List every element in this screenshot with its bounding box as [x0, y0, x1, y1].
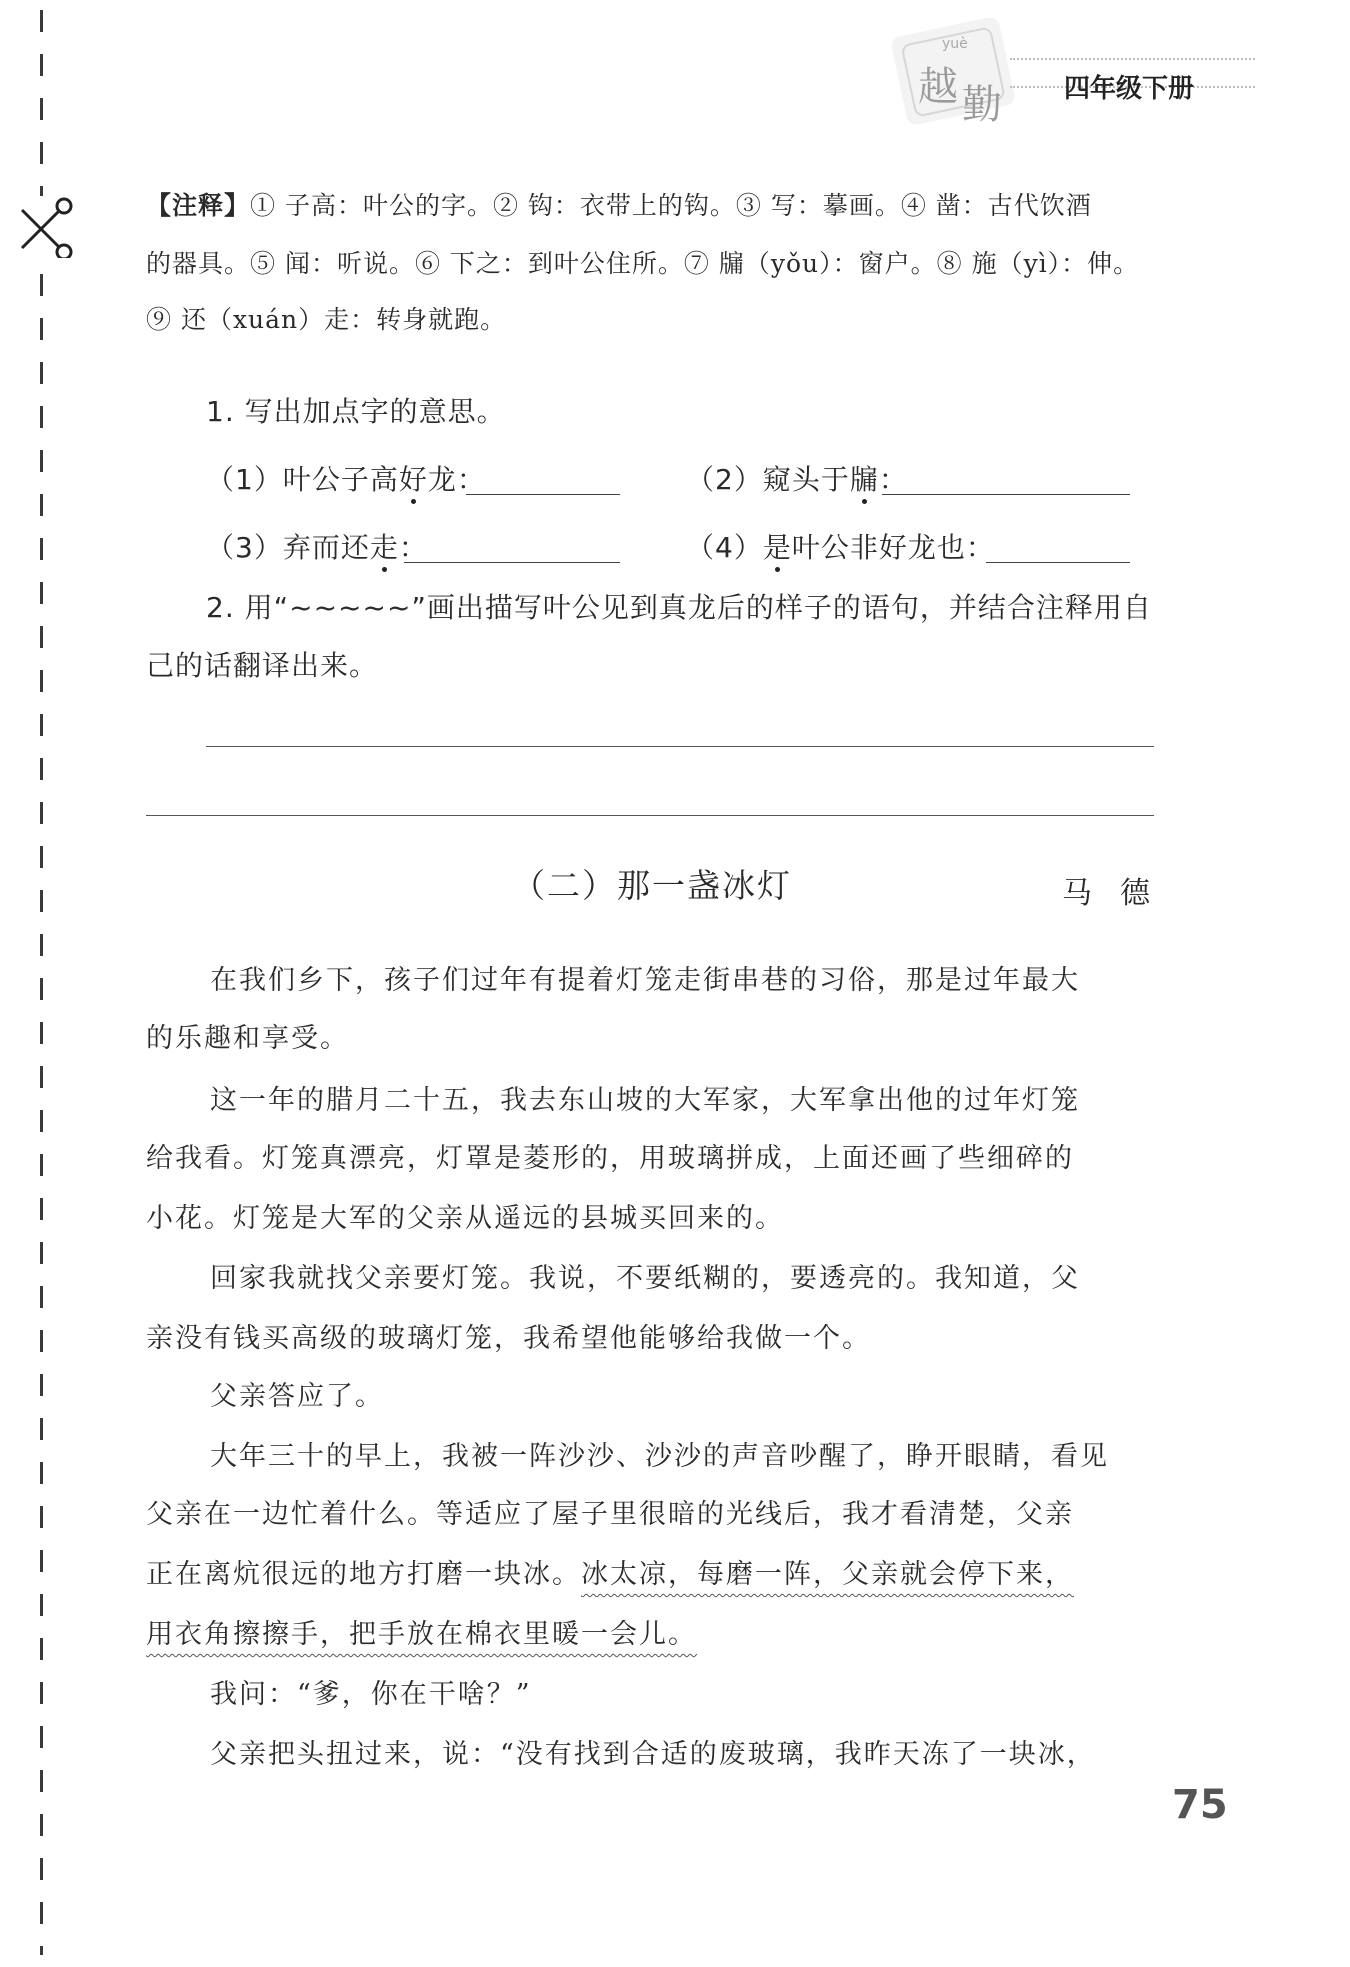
brand-logo [878, 18, 1028, 130]
passage-line: 我问：“爹，你在干啥？” [210, 1679, 532, 1710]
passage-line: 父亲答应了。 [210, 1381, 384, 1412]
answer-line[interactable] [206, 746, 1154, 747]
answer-blank-1-3[interactable] [404, 562, 620, 563]
passage-line: 亲没有钱买高级的玻璃灯笼，我希望他能够给我做一个。 [146, 1323, 871, 1354]
passage-line: 给我看。灯笼真漂亮，灯罩是菱形的，用玻璃拼成，上面还画了些细碎的 [146, 1143, 1074, 1174]
grade-label: 四年级下册 [1064, 74, 1195, 104]
passage-line: 的乐趣和享受。 [146, 1023, 349, 1054]
passage-line [146, 1612, 697, 1651]
author: 马德 [1062, 876, 1178, 911]
section-title: （二）那一盏冰灯 [512, 866, 792, 905]
passage-line: 回家我就找父亲要灯笼。我说，不要纸糊的，要透亮的。我知道，父 [210, 1263, 1080, 1294]
question-2-cont: 己的话翻译出来。 [146, 649, 379, 682]
notes-label: 【注释】 [146, 191, 251, 220]
passage-line: 小花。灯笼是大军的父亲从遥远的县城买回来的。 [146, 1203, 784, 1234]
notes-line: 【注释】① 子高：叶公的字。② 钩：衣带上的钩。③ 写：摹画。④ 凿：古代饮酒 [146, 191, 1092, 220]
wavy-underline: 用衣角擦擦手，把手放在棉衣里暖一会儿。 [146, 1619, 697, 1650]
answer-line[interactable] [146, 815, 1154, 816]
passage-line: 这一年的腊月二十五，我去东山坡的大军家，大军拿出他的过年灯笼 [210, 1085, 1080, 1116]
passage-line: 父亲在一边忙着什么。等适应了屋子里很暗的光线后，我才看清楚，父亲 [146, 1499, 1074, 1530]
svg-text:yuè: yuè [942, 36, 968, 52]
question-1: 1. 写出加点字的意思。 [206, 395, 506, 428]
passage-line: 大年三十的早上，我被一阵沙沙、沙沙的声音吵醒了，睁开眼睛，看见 [210, 1441, 1109, 1472]
page-number: 75 [1172, 1782, 1228, 1828]
answer-blank-1-1[interactable] [466, 494, 620, 495]
question-1-3: （3）弃而还走： [206, 531, 428, 564]
question-2: 2. 用“~~~~~”画出描写叶公见到真龙后的样子的语句，并结合注释用自 [206, 591, 1152, 624]
svg-text:越: 越 [918, 64, 958, 110]
question-1-1: （1）叶公子高好龙： [206, 463, 486, 496]
question-1-2: （2）窥头于牖： [686, 463, 908, 496]
svg-text:勤: 勤 [962, 82, 1002, 128]
wavy-underline: 冰太凉，每磨一阵，父亲就会停下来， [581, 1559, 1074, 1590]
notes-line: ⑨ 还（xuán）走：转身就跑。 [146, 305, 507, 334]
answer-blank-1-2[interactable] [882, 494, 1130, 495]
cut-line [36, 10, 46, 1955]
passage-line: 父亲把头扭过来，说：“没有找到合适的废玻璃，我昨天冻了一块冰， [210, 1739, 1096, 1770]
scissors-icon [12, 196, 74, 258]
passage-line: 在我们乡下，孩子们过年有提着灯笼走街串巷的习俗，那是过年最大 [210, 965, 1080, 996]
notes-line: 的器具。⑤ 闻：听说。⑥ 下之：到叶公住所。⑦ 牖（yǒu）：窗户。⑧ 施（yì）：伸。 [146, 249, 1140, 278]
question-1-4: （4）是叶公非好龙也： [686, 531, 995, 564]
passage-line: 正在离炕很远的地方打磨一块冰。冰太凉，每磨一阵，父亲就会停下来， [146, 1559, 1074, 1590]
header-rule [1010, 58, 1255, 60]
answer-blank-1-4[interactable] [986, 562, 1130, 563]
